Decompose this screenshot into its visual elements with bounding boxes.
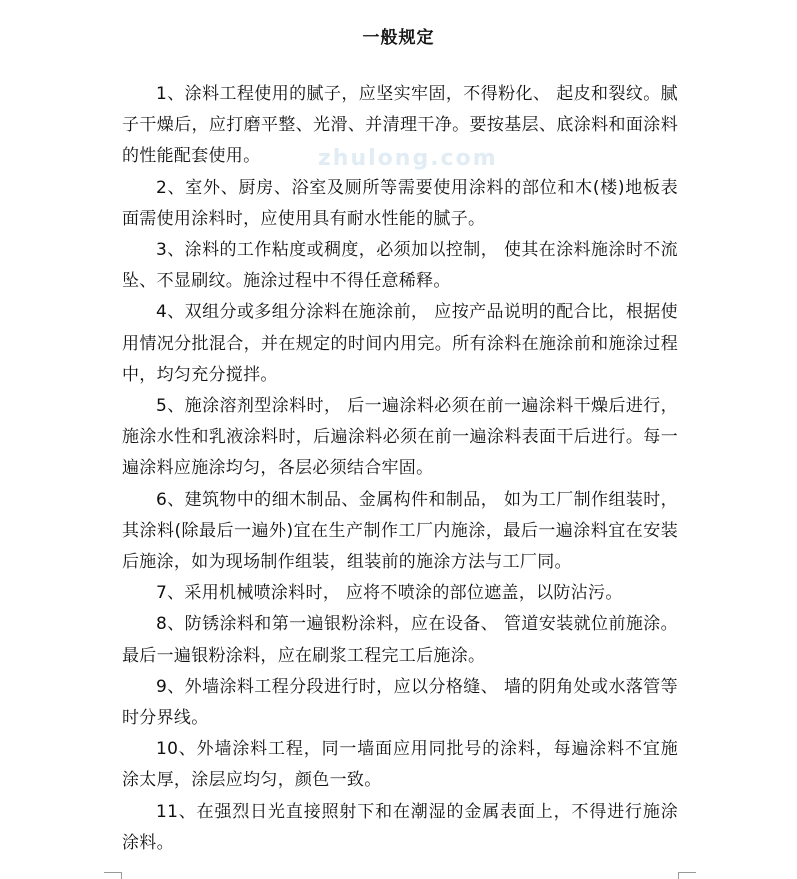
paragraph-11: 11、在强烈日光直接照射下和在潮湿的金属表面上，不得进行施涂涂料。: [122, 801, 678, 853]
paragraph-7: 7、采用机械喷涂料时， 应将不喷涂的部位遮盖，以防沾污。: [156, 583, 623, 604]
paragraph-8: 8、防锈涂料和第一遍银粉涂料，应在设备、 管道安装就位前施涂。最后一遍银粉涂料，应在刷浆工程完工后施涂。: [122, 614, 678, 666]
paragraph-6: 6、建筑物中的细木制品、金属构件和制品， 如为工厂制作组装时，其涂料(除最后一遍外)宜在生产制作工厂内施涂，最后一遍涂料宜在安装后施涂，如为现场制作组装，组装前的施涂方法与工厂同。: [122, 489, 678, 573]
paragraph-10: 10、外墙涂料工程，同一墙面应用同批号的涂料，每遍涂料不宜施涂太厚，涂层应均匀，颜色一致。: [122, 739, 678, 791]
document-body: [122, 79, 678, 859]
crop-mark-bottom-right-v: [678, 872, 679, 879]
crop-mark-bottom-right-h: [678, 872, 696, 873]
paragraph-2: 2、室外、厨房、浴室及厕所等需要使用涂料的部位和木(楼)地板表面需使用涂料时，应使用具有耐水性能的腻子。: [122, 177, 678, 229]
crop-mark-bottom-left-h: [104, 872, 122, 873]
crop-mark-bottom-left-v: [121, 872, 122, 879]
page-title: 一般规定: [362, 28, 435, 48]
paragraph-9: 9、外墙涂料工程分段进行时，应以分格缝、 墙的阴角处或水落管等时分界线。: [122, 676, 678, 729]
paragraph-1: 1、涂料工程使用的腻子，应坚实牢固，不得粉化、 起皮和裂纹。腻子干燥后，应打磨平整、光滑、并清理干净。要按基层、底涂料和面涂料的性能配套使用。: [122, 84, 678, 167]
paragraph-3: 3、涂料的工作粘度或稠度，必须加以控制， 使其在涂料施涂时不流坠、不显刷纹。施涂过程中不得任意稀释。: [122, 240, 678, 292]
paragraph-4: 4、双组分或多组分涂料在施涂前， 应按产品说明的配合比，根据使用情况分批混合，并在规定的时间内用完。所有涂料在施涂前和施涂过程中，均匀充分搅拌。: [122, 302, 678, 385]
watermark: zhulong.com: [318, 146, 498, 171]
paragraph-5: 5、施涂溶剂型涂料时， 后一遍涂料必须在前一遍涂料干燥后进行，施涂水性和乳液涂料时，后遍涂料必须在前一遍涂料表面干后进行。每一遍涂料应施涂均匀，各层必须结合牢固。: [122, 396, 678, 479]
